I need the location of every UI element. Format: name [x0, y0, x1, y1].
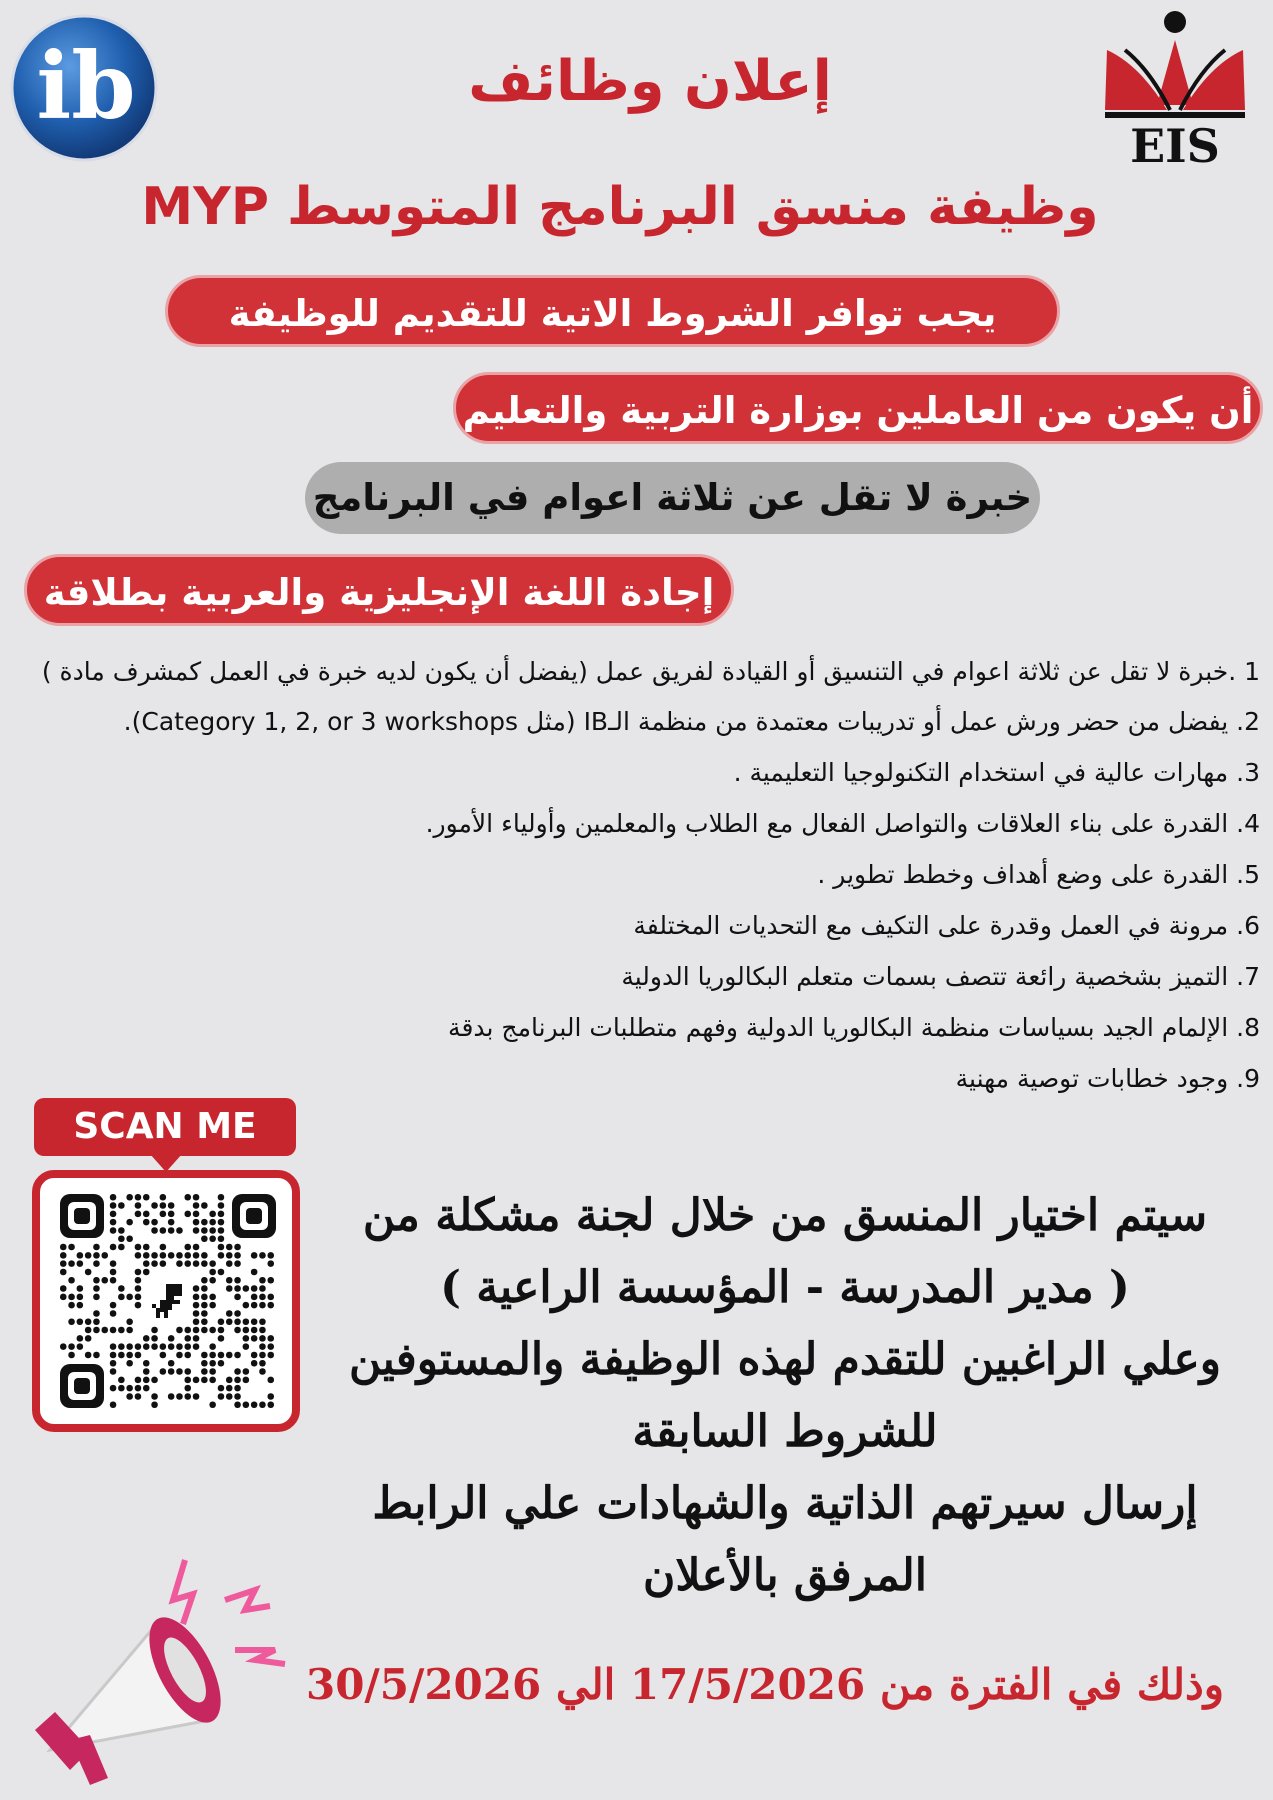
condition-banner-ministry: أن يكون من العاملين بوزارة التربية والتعليم: [453, 372, 1263, 444]
selection-line: المرفق بالأعلان: [643, 1550, 927, 1601]
qr-code[interactable]: [32, 1170, 300, 1432]
eis-logo: [1095, 10, 1255, 170]
dino-icon: [148, 1280, 184, 1324]
selection-line: سيتم اختيار المنسق من خلال لجنة مشكلة من: [362, 1190, 1208, 1241]
qr-finder-top-right: [232, 1194, 276, 1238]
selection-line: وعلي الراغبين للتقدم لهذه الوظيفة والمستوفين: [348, 1334, 1222, 1385]
selection-line: إرسال سيرتهم الذاتية والشهادات علي الرابط: [372, 1478, 1198, 1529]
requirements-list: [40, 648, 1260, 1104]
megaphone-icon: [10, 1540, 300, 1790]
requirement-item: 6. مرونة في العمل وقدرة على التكيف مع التحديات المختلفة: [633, 911, 1260, 940]
condition-banner-experience: خبرة لا تقل عن ثلاثة اعوام في البرنامج: [305, 462, 1040, 534]
condition-banner-languages: إجادة اللغة الإنجليزية والعربية بطلاقة: [24, 554, 734, 626]
ib-logo: [4, 8, 164, 168]
requirement-item: 7. التميز بشخصية رائعة تتصف بسمات متعلم البكالوريا الدولية: [621, 962, 1260, 991]
selection-line: للشروط السابقة: [632, 1406, 938, 1457]
ib-logo-text: ib: [36, 32, 136, 140]
requirement-item: 8. الإلمام الجيد بسياسات منظمة البكالوريا الدولية وفهم متطلبات البرنامج بدقة: [448, 1013, 1260, 1042]
eis-logo-text: EIS: [1130, 119, 1220, 170]
selection-line: ( مدير المدرسة - المؤسسة الراعية ): [440, 1262, 1130, 1313]
requirement-item: 1 .خبرة لا تقل عن ثلاثة اعوام في التنسيق أو القيادة لفريق عمل (يفضل أن يكون لديه خبرة في العمل كمشرف مادة ): [41, 657, 1260, 686]
scan-me-label: SCAN ME: [34, 1098, 296, 1156]
requirement-item: 4. القدرة على بناء العلاقات والتواصل الفعال مع الطلاب والمعلمين وأولياء الأمور.: [425, 809, 1260, 838]
requirement-item: 3. مهارات عالية في استخدام التكنولوجيا التعليمية .: [733, 758, 1260, 787]
qr-finder-top-left: [60, 1194, 104, 1238]
conditions-intro-banner: يجب توافر الشروط الاتية للتقديم للوظيفة: [165, 275, 1060, 347]
qr-finder-bottom-left: [60, 1364, 104, 1408]
requirement-item: 5. القدرة على وضع أهداف وخطط تطوير .: [817, 860, 1260, 889]
selection-notice: [320, 1180, 1250, 1612]
job-title: وظيفة منسق البرنامج المتوسط MYP: [141, 177, 1099, 237]
requirement-item: 2. يفضل من حضر ورش عمل أو تدريبات معتمدة من منظمة الـIB (مثل Category 1, 2, or 3 workshops).: [123, 707, 1260, 736]
page-heading: إعلان وظائف: [468, 49, 832, 114]
application-period: وذلك في الفترة من 17/5/2026 الي 30/5/2026: [305, 1660, 1224, 1709]
requirement-item: 9. وجود خطابات توصية مهنية: [955, 1064, 1260, 1093]
